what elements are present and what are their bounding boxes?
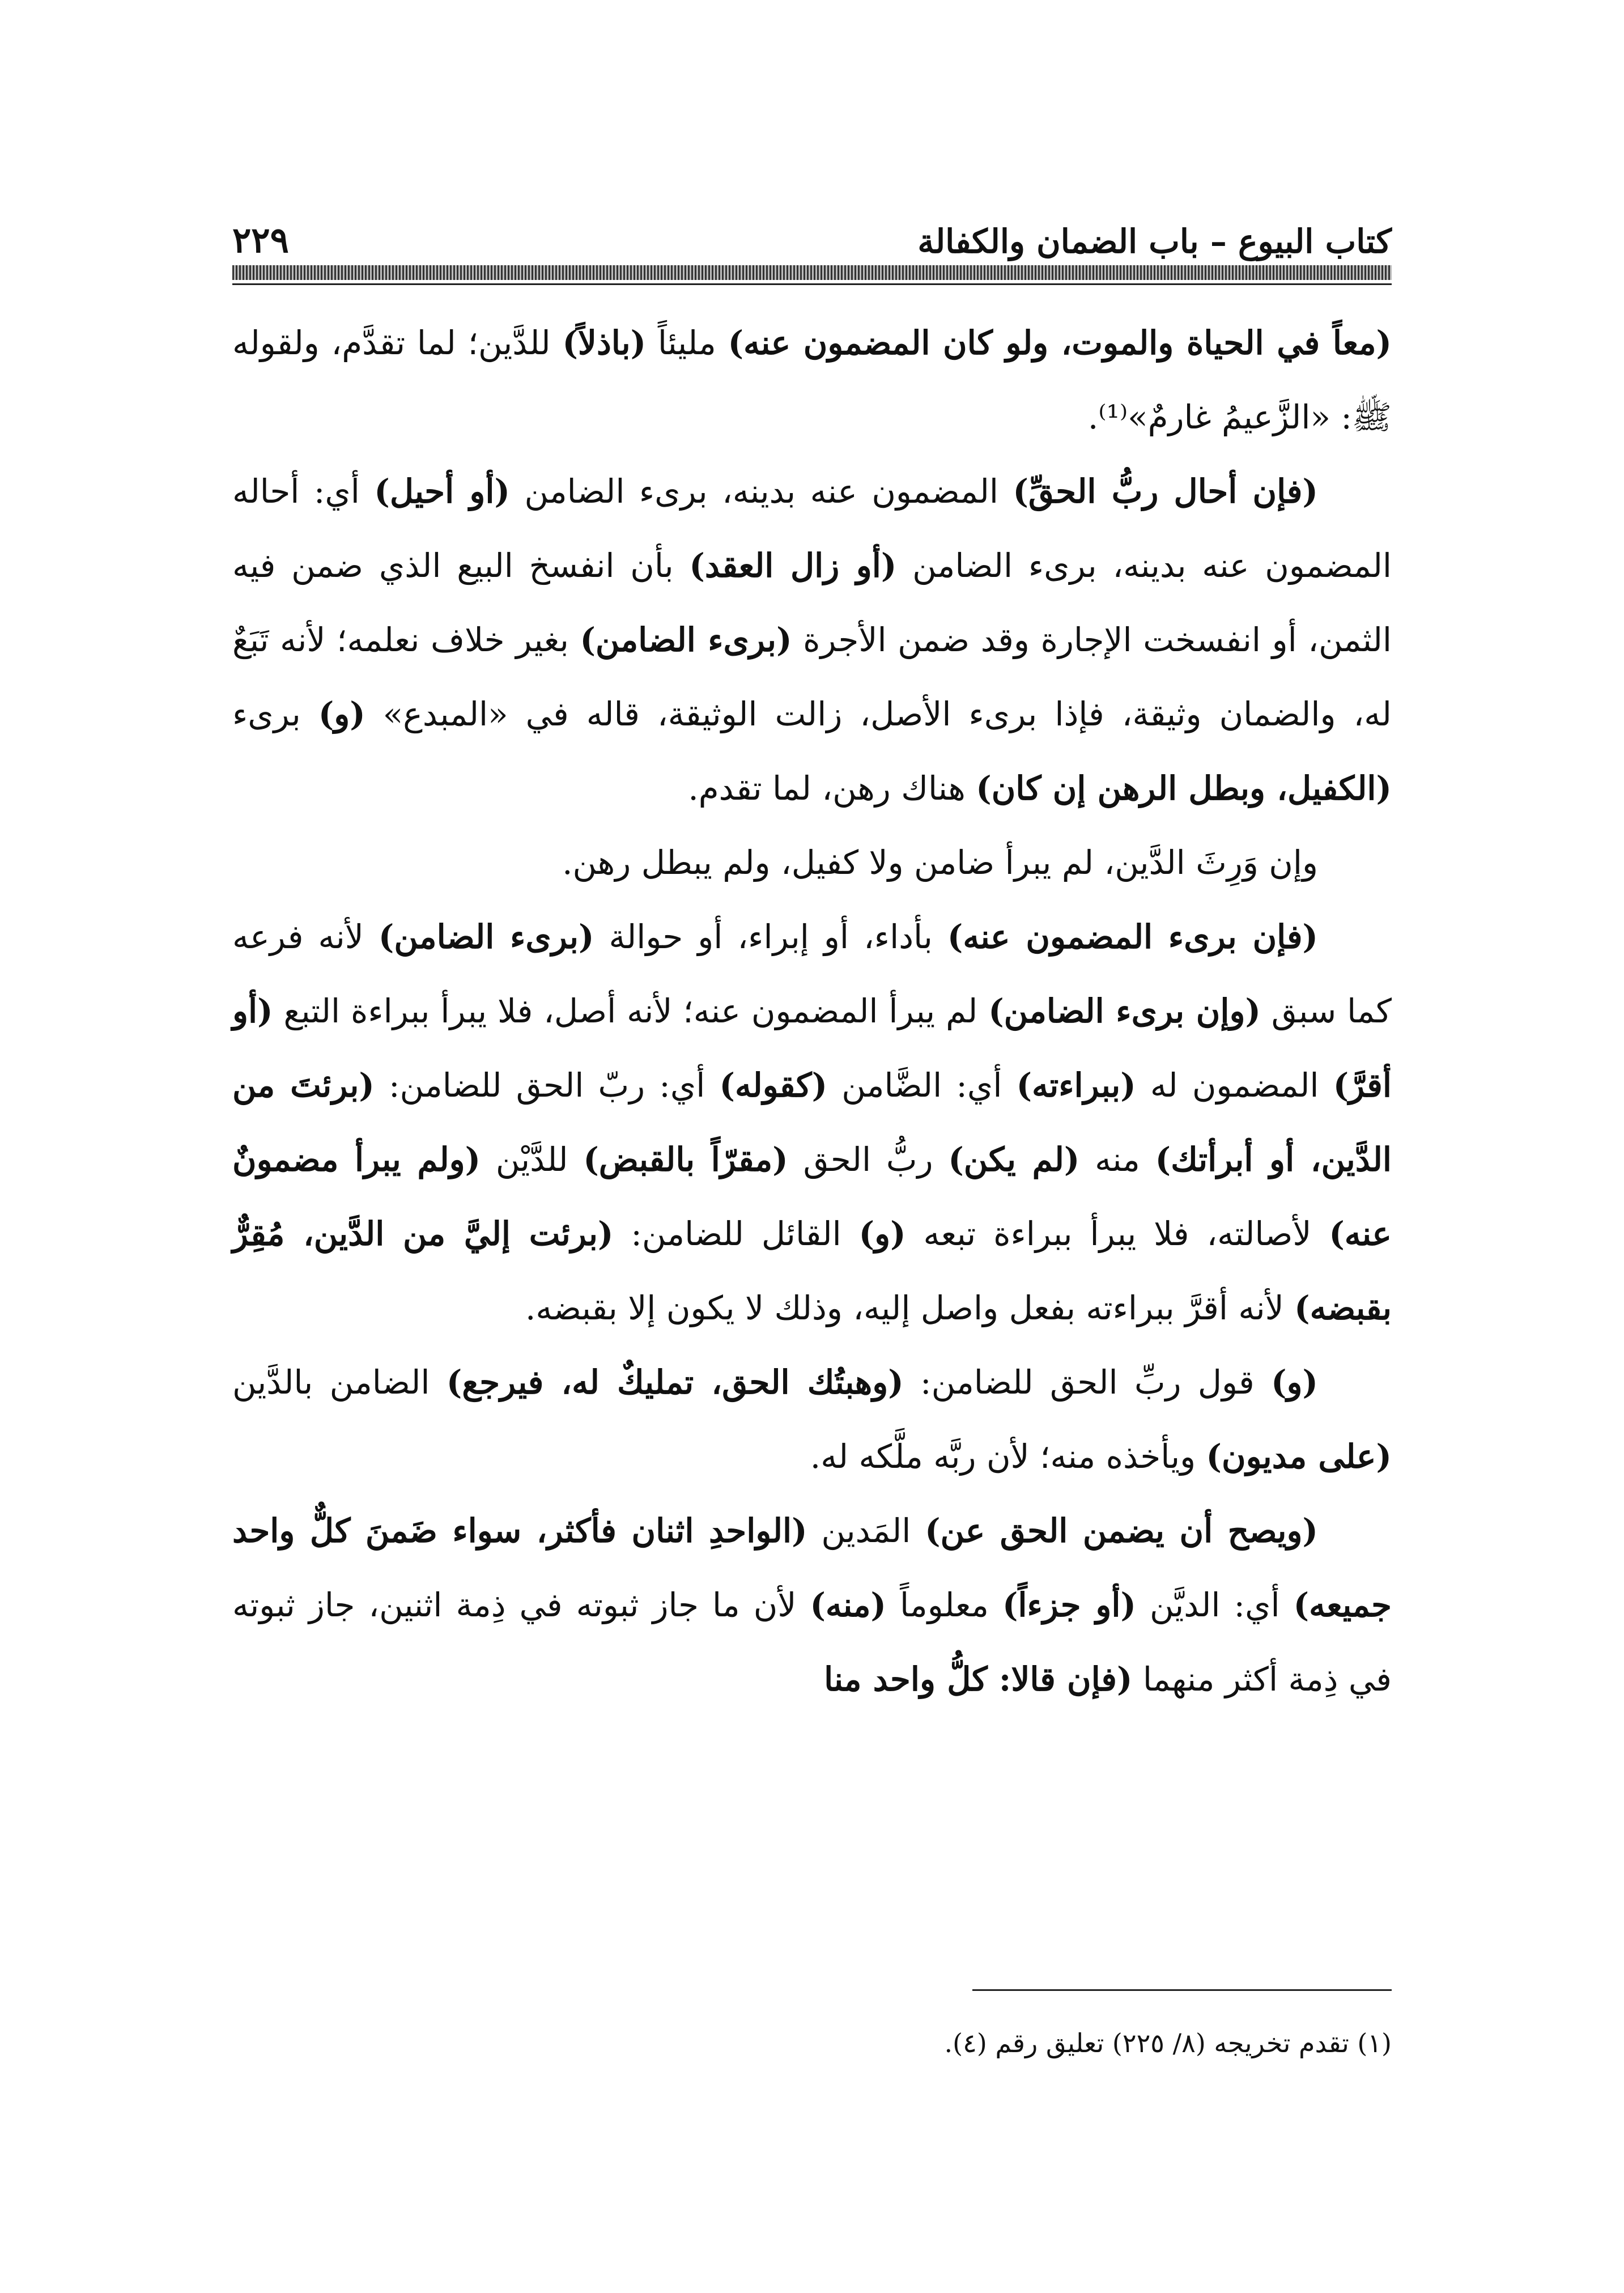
sharh-text: بأداء، أو إبراء، أو حوالة — [594, 918, 947, 956]
sharh-text: وإن وَرِثَ الدَّين، لم يبرأ ضامن ولا كفيل، ولم يبطل رهن. — [562, 843, 1318, 882]
matn-text: (برىء الضامن) — [378, 918, 594, 956]
header-rule-line — [232, 283, 1392, 285]
matn-text: (أو أحيل) — [374, 472, 510, 511]
matn-text: (برىء الضامن) — [580, 621, 792, 659]
sharh-text: أي: ربّ الحق للضامن: — [374, 1066, 720, 1105]
sharh-text: منه — [1079, 1140, 1155, 1179]
header-rule — [232, 265, 1392, 280]
sharh-text: لم يبرأ المضمون عنه؛ لأنه أصل، فلا يبرأ ببراءة التبع — [273, 992, 989, 1030]
matn-text: (فإن برىء المضمون عنه) — [947, 918, 1319, 956]
footnote: (١) تقدم تخريجه (٨/ ٢٢٥) تعليق رقم (٤). — [944, 2028, 1392, 2058]
body-text — [232, 306, 1392, 1717]
sharh-text: مليئاً — [646, 324, 728, 362]
page-number: ٢٢٩ — [232, 219, 289, 261]
sharh-text: هناك رهن، لما تقدم. — [688, 769, 976, 808]
matn-text: (و) — [1271, 1363, 1318, 1402]
matn-text: (برئتَ من الدَّين، أو أبرأتك) — [232, 1066, 1392, 1179]
matn-text: (الواحدِ اثنان فأكثر، سواء ضَمنَ كلٌّ واحد جميعه) — [232, 1511, 1392, 1624]
sharh-text: أي: الديَّن — [1136, 1586, 1294, 1624]
matn-text: (منه) — [810, 1586, 886, 1624]
matn-text: (الكفيل، وبطل الرهن إن كان) — [976, 769, 1392, 808]
matn-text: (فإن أحال ربُّ الحقِّ) — [1013, 472, 1318, 511]
matn-text: (أو زال العقد) — [689, 546, 897, 585]
paragraph — [232, 1494, 1392, 1717]
running-title: كتاب البيوع – باب الضمان والكفالة — [917, 222, 1392, 261]
paragraph — [232, 455, 1392, 826]
sharh-text: معلوماً — [886, 1586, 1002, 1624]
sharh-text: للدَّيْن — [481, 1140, 584, 1179]
sharh-text: بغير خلاف نعلمه؛ لأنه تَبَعٌ له، والضمان وثيقة، فإذا برىء الأصل، زالت الوثيقة، قاله في «المبدع» — [232, 621, 1392, 733]
page-header — [232, 196, 1392, 261]
matn-text: (معاً في الحياة والموت، ولو كان المضمون عنه) — [728, 324, 1392, 362]
matn-text: (لم يكن) — [948, 1140, 1080, 1179]
matn-text: (مقرّاً بالقبض) — [583, 1140, 788, 1179]
matn-text: (على مديون) — [1206, 1437, 1392, 1476]
matn-text: (كقوله) — [719, 1066, 828, 1105]
sharh-text: للدَّين؛ لما تقدَّم، ولقوله ﷺ: «الزَّعيمُ غارمٌ»⁽¹⁾. — [232, 324, 1392, 436]
matn-text: (فإن قالا: كلُّ واحد منا — [824, 1660, 1133, 1698]
paragraph — [232, 306, 1392, 455]
sharh-text: برىء — [232, 695, 318, 733]
sharh-text: بأن انفسخ البيع الذي ضمن فيه الثمن، أو انفسخت الإجارة وقد ضمن الأجرة — [232, 546, 1392, 659]
sharh-text: القائل للضامن: — [613, 1215, 859, 1253]
sharh-text: الضامن بالدَّين — [232, 1363, 447, 1402]
paragraph — [232, 1345, 1392, 1494]
sharh-text: لأصالته، فلا يبرأ ببراءة تبعه — [905, 1215, 1329, 1253]
sharh-text: قول ربِّ الحق للضامن: — [903, 1363, 1272, 1402]
matn-text: (ويصح أن يضمن الحق عن) — [925, 1511, 1318, 1550]
paragraph — [232, 826, 1392, 900]
matn-text: (باذلاً) — [562, 324, 647, 362]
matn-text: (ولم يبرأ مضمونٌ عنه) — [232, 1140, 1392, 1253]
sharh-text: لأن ما جاز ثبوته في ذِمة اثنين، جاز ثبوته في ذِمة أكثر منهما — [232, 1586, 1392, 1698]
sharh-text: ويأخذه منه؛ لأن ربَّه ملَّكه له. — [810, 1437, 1206, 1476]
sharh-text: ربُّ الحق — [788, 1140, 949, 1179]
sharh-text: أي: أحاله المضمون عنه بدينه، برىء الضامن — [232, 472, 1392, 585]
matn-text: (ببراءته) — [1016, 1066, 1136, 1105]
sharh-text: المضمون عنه بدينه، برىء الضامن — [510, 472, 1013, 511]
matn-text: (وإن برىء الضامن) — [988, 992, 1261, 1030]
paragraph — [232, 900, 1392, 1345]
matn-text: (و) — [318, 695, 365, 733]
footnote-rule — [972, 1989, 1392, 1991]
sharh-text: أي: الضَّامن — [827, 1066, 1017, 1105]
matn-text: (و) — [858, 1215, 906, 1253]
matn-text: (أو جزءاً) — [1002, 1586, 1136, 1624]
sharh-text: المضمون له — [1136, 1066, 1333, 1105]
sharh-text: المَدين — [807, 1511, 925, 1550]
matn-text: (برئت إليَّ من الدَّين، مُقِرٌّ بقبضه) — [232, 1215, 1392, 1327]
matn-text: (وهبتُك الحق، تمليكٌ له، فيرجع) — [446, 1363, 904, 1402]
matn-text: (أو أقرَّ) — [232, 992, 1392, 1105]
sharh-text: لأنه أقرَّ ببراءته بفعل واصل إليه، وذلك لا يكون إلا بقبضه. — [525, 1289, 1295, 1327]
sharh-text: لأنه فرعه كما سبق — [232, 918, 1392, 1030]
